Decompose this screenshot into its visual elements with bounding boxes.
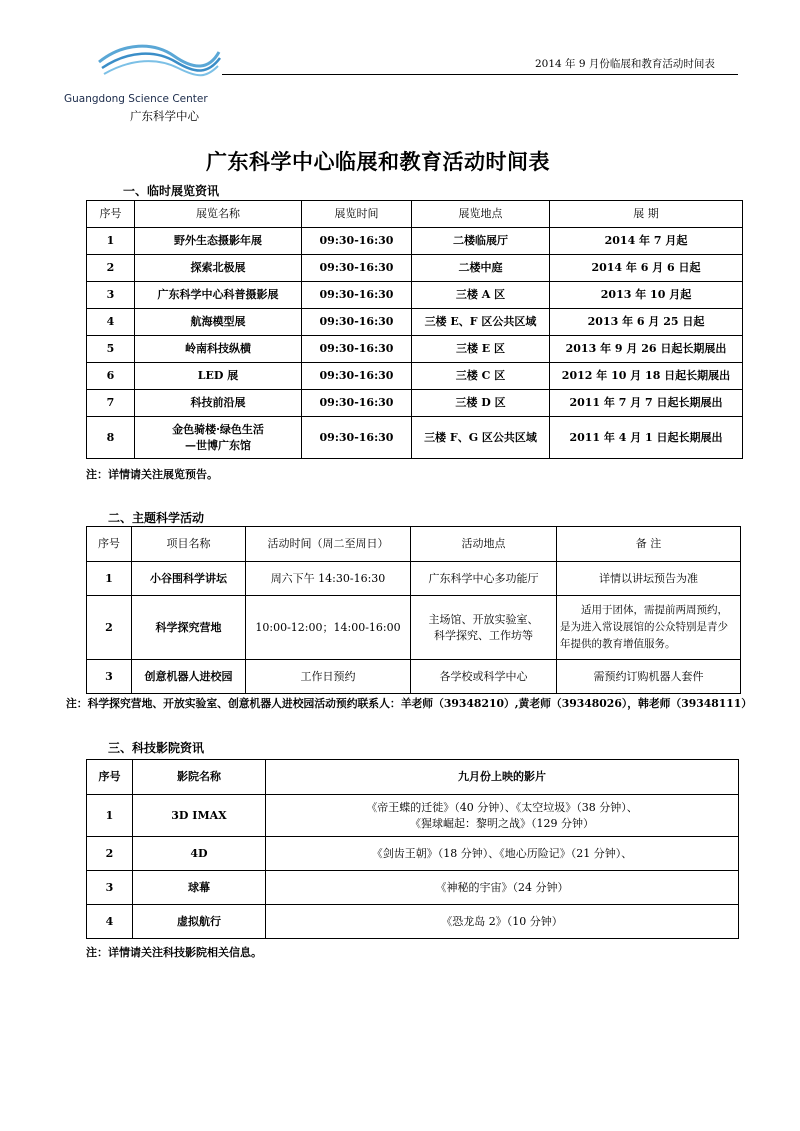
table-row: 3 创意机器人进校园 工作日预约 各学校或科学中心 需预约订购机器人套件 bbox=[87, 660, 741, 694]
table-row: 4 航海模型展 09:30-16:30 三楼 E、F 区公共区域 2013 年 6 月 25 日起 bbox=[87, 309, 743, 336]
col-header-time: 展览时间 bbox=[302, 201, 412, 228]
col-header-no: 序号 bbox=[87, 201, 135, 228]
activity-table bbox=[86, 526, 741, 694]
col-header-name: 项目名称 bbox=[132, 527, 246, 562]
section2-title: 二、主题科学活动 bbox=[108, 511, 205, 525]
table-row: 8 金色骑楼·绿色生活 —世博广东馆 09:30-16:30 三楼 F、G 区公共区域 2011 年 4 月 1 日起长期展出 bbox=[87, 417, 743, 459]
table-row: 2 科学探究营地 10:00-12:00；14:00-16:00 主场馆、开放实验室、 科学探究、工作坊等 适用于团体，需提前两周预约， 是为进入常设展馆的公众特别是青少年提供的教育增值服务。 bbox=[87, 596, 741, 660]
header-doc-label: 2014 年 9 月份临展和教育活动时间表 bbox=[535, 58, 715, 70]
logo-name-en: Guangdong Science Center bbox=[64, 93, 208, 105]
col-header-period: 展 期 bbox=[550, 201, 743, 228]
col-header-name: 展览名称 bbox=[135, 201, 302, 228]
table-row: 1 3D IMAX 《帝王蝶的迁徙》（40 分钟）、《太空垃圾》（38 分钟）、 《猩球崛起：黎明之战》（129 分钟） bbox=[87, 795, 739, 837]
col-header-films: 九月份上映的影片 bbox=[266, 760, 739, 795]
col-header-cinema: 影院名称 bbox=[133, 760, 266, 795]
page-title: 广东科学中心临展和教育活动时间表 bbox=[206, 149, 550, 174]
cinema-table bbox=[86, 759, 739, 939]
col-header-time: 活动时间（周二至周日） bbox=[246, 527, 411, 562]
logo-name-cn: 广东科学中心 bbox=[130, 109, 199, 123]
col-header-no: 序号 bbox=[87, 527, 132, 562]
header-rule bbox=[222, 74, 738, 75]
table-row: 3 球幕 《神秘的宇宙》（24 分钟） bbox=[87, 871, 739, 905]
section2-note: 注：科学探究营地、开放实验室、创意机器人进校园活动预约联系人：羊老师（39348210）,黄老师（39348026），韩老师（39348111） bbox=[66, 697, 753, 710]
table-row: 1 小谷围科学讲坛 周六下午 14:30-16:30 广东科学中心多功能厅 详情以讲坛预告为准 bbox=[87, 562, 741, 596]
table-row: 3 广东科学中心科普摄影展 09:30-16:30 三楼 A 区 2013 年 10 月起 bbox=[87, 282, 743, 309]
table-row: 5 岭南科技纵横 09:30-16:30 三楼 E 区 2013 年 9 月 26 日起长期展出 bbox=[87, 336, 743, 363]
table-row: 2 4D 《剑齿王朝》（18 分钟）、《地心历险记》（21 分钟）、 bbox=[87, 837, 739, 871]
table-row: 4 虚拟航行 《恐龙岛 2》（10 分钟） bbox=[87, 905, 739, 939]
logo-wave-icon bbox=[94, 40, 224, 92]
section3-note: 注：详情请关注科技影院相关信息。 bbox=[86, 946, 262, 959]
section1-note: 注：详情请关注展览预告。 bbox=[86, 468, 218, 481]
table-row: 2 探索北极展 09:30-16:30 二楼中庭 2014 年 6 月 6 日起 bbox=[87, 255, 743, 282]
table-row: 1 野外生态摄影年展 09:30-16:30 二楼临展厅 2014 年 7 月起 bbox=[87, 228, 743, 255]
col-header-place: 活动地点 bbox=[411, 527, 557, 562]
logo bbox=[64, 40, 234, 123]
exhibition-table bbox=[86, 200, 743, 459]
col-header-no: 序号 bbox=[87, 760, 133, 795]
col-header-remark: 备 注 bbox=[557, 527, 741, 562]
section3-title: 三、科技影院资讯 bbox=[108, 741, 205, 755]
table-row: 6 LED 展 09:30-16:30 三楼 C 区 2012 年 10 月 18 日起长期展出 bbox=[87, 363, 743, 390]
table-row: 7 科技前沿展 09:30-16:30 三楼 D 区 2011 年 7 月 7 日起长期展出 bbox=[87, 390, 743, 417]
section1-title: 一、临时展览资讯 bbox=[123, 184, 220, 198]
col-header-place: 展览地点 bbox=[412, 201, 550, 228]
